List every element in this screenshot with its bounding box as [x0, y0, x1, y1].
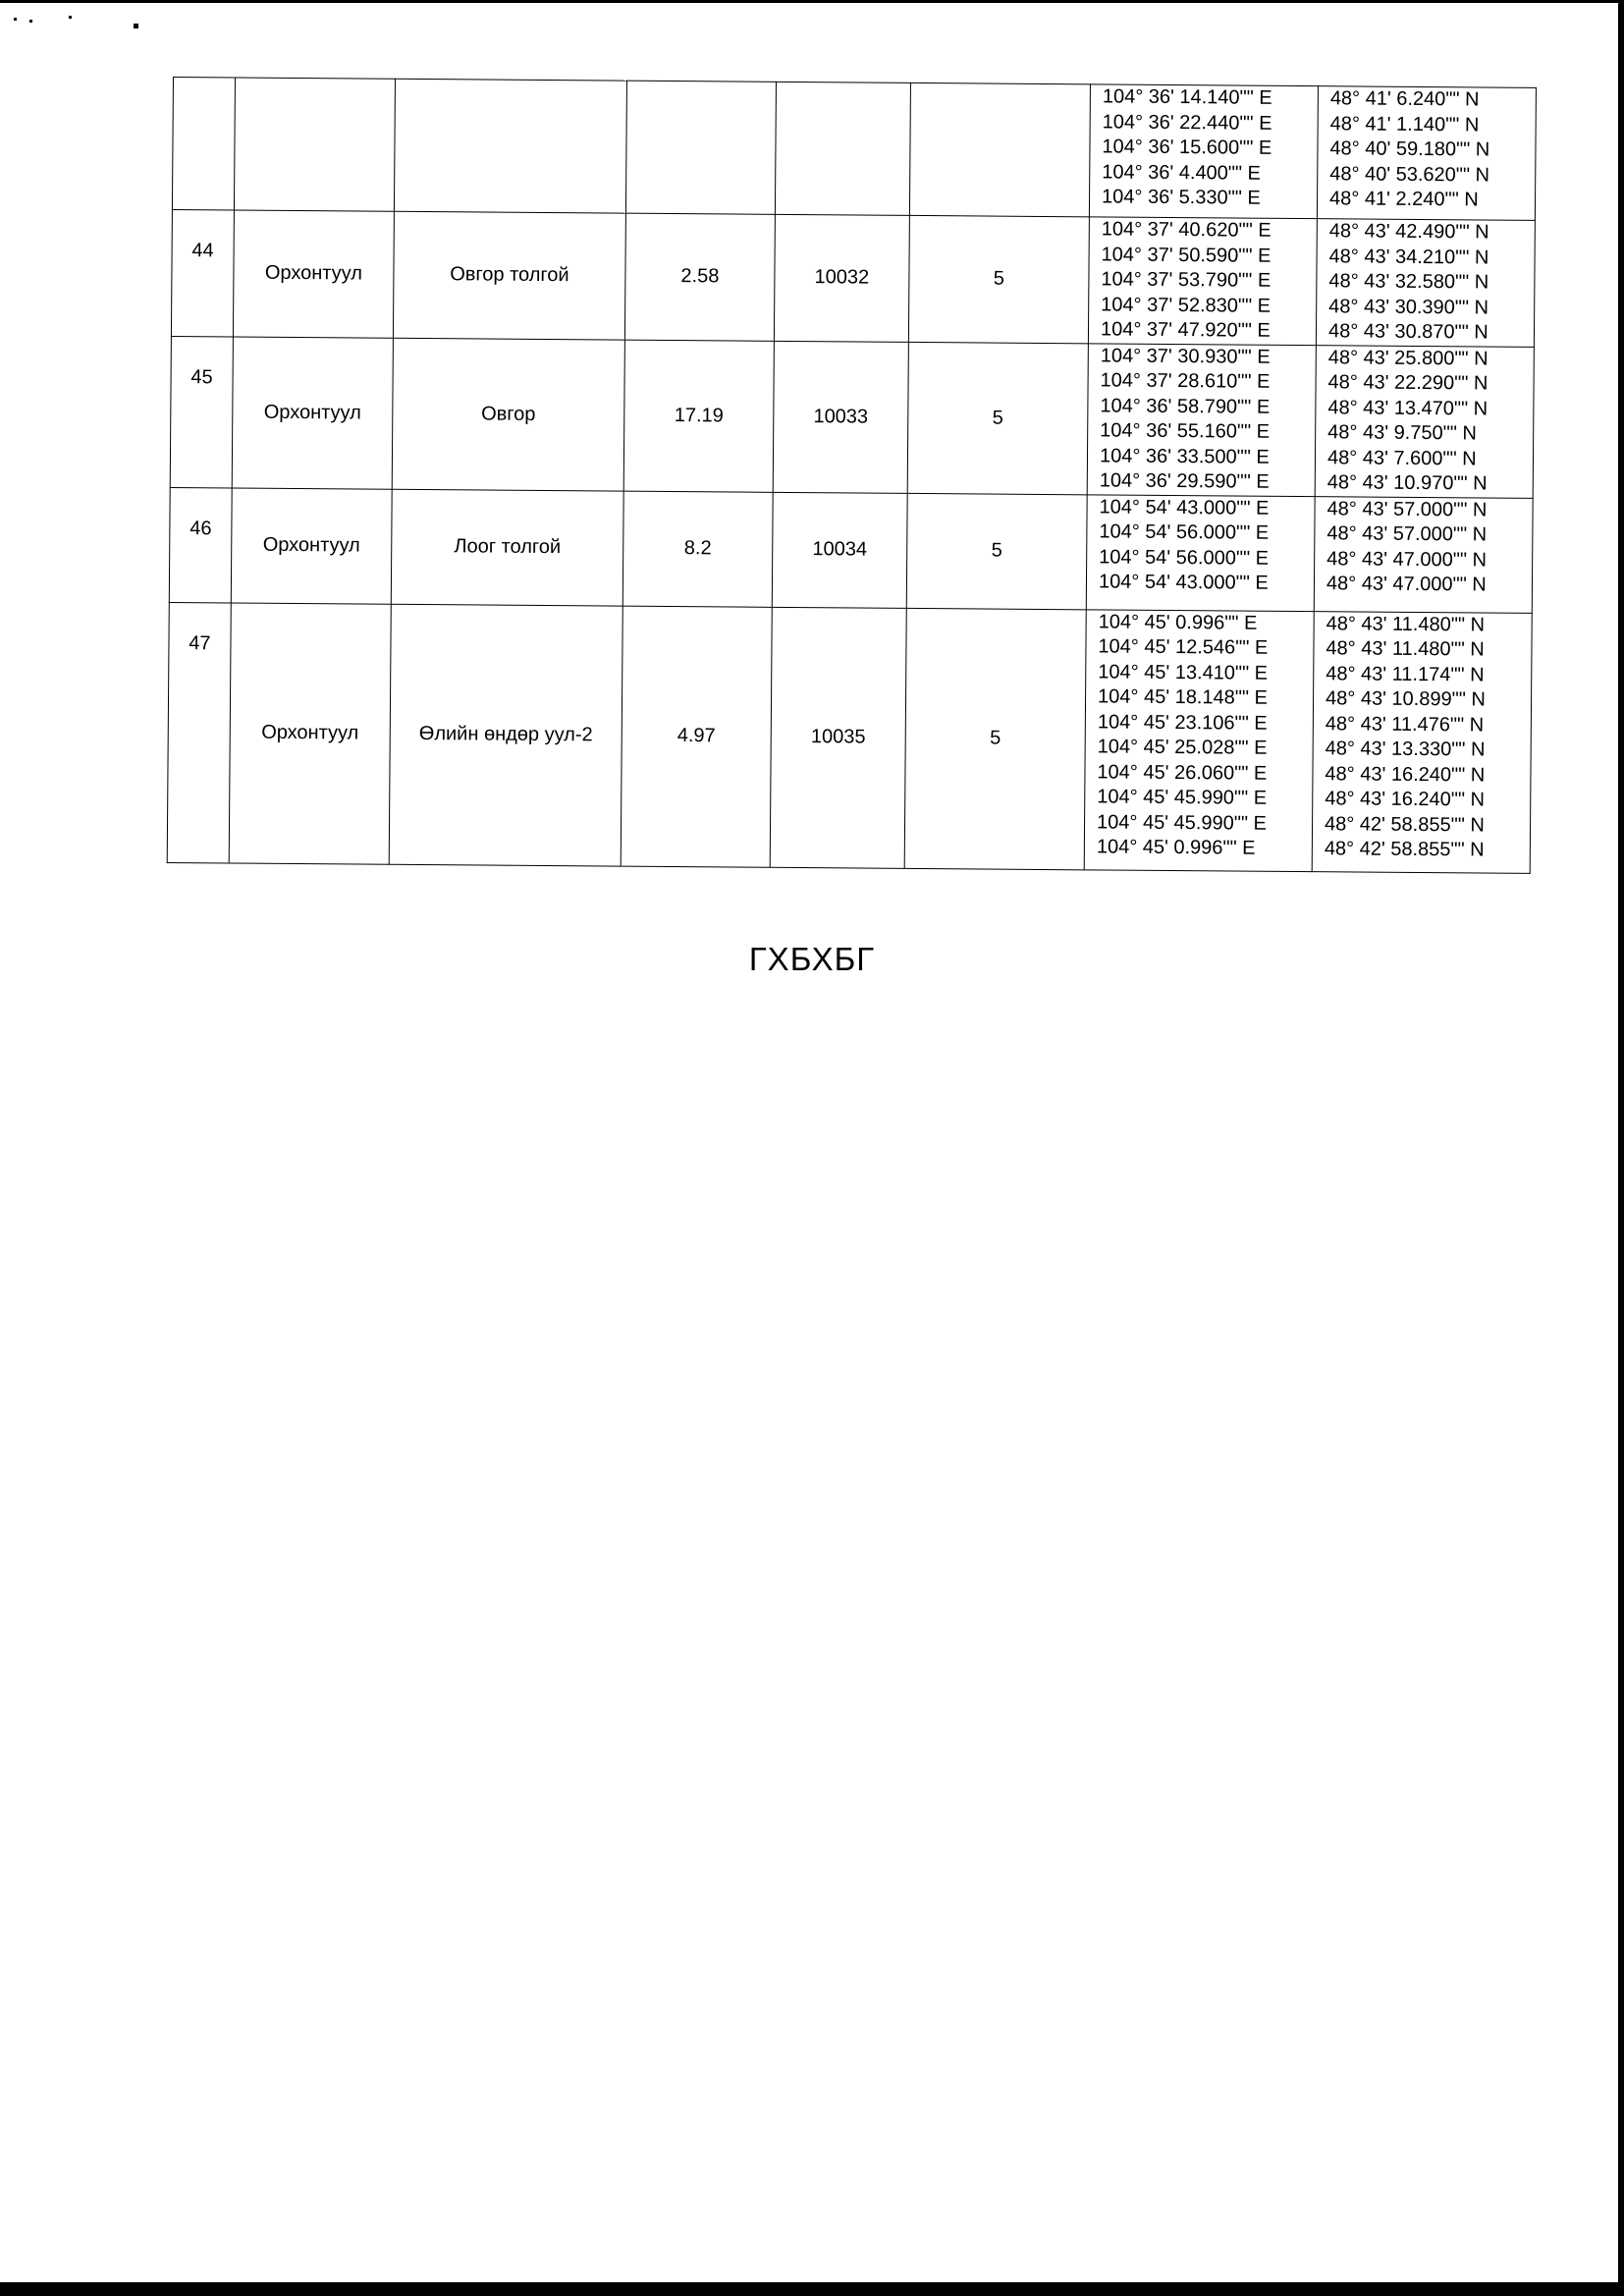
soum-cell: Орхонтуул	[231, 487, 392, 603]
longitude-value: 104° 37' 30.930"" E	[1100, 344, 1271, 368]
row-number-cell: 45	[170, 336, 233, 487]
longitude-value: 104° 45' 18.148"" E	[1097, 685, 1268, 709]
row-number-cell: 44	[171, 209, 234, 336]
longitude-value: 104° 45' 23.106"" E	[1097, 710, 1268, 735]
longitude-value: 104° 36' 15.600"" E	[1102, 136, 1272, 159]
longitude-value: 104° 45' 0.996"" E	[1098, 610, 1258, 634]
row-number-cell	[172, 78, 235, 210]
longitude-value: 104° 37' 53.790"" E	[1101, 268, 1272, 292]
latitude-cell	[1312, 611, 1532, 873]
latitude-value: 48° 43' 16.240"" N	[1325, 762, 1486, 787]
grade-cell: 5	[907, 342, 1088, 494]
grade-cell: 5	[908, 215, 1089, 343]
longitude-value: 104° 37' 50.590"" E	[1101, 243, 1272, 267]
speck	[14, 18, 17, 21]
latitude-value: 48° 43' 57.000"" N	[1326, 522, 1488, 546]
grade-cell: 5	[904, 608, 1086, 869]
longitude-cell	[1089, 84, 1318, 219]
area-name-cell	[394, 79, 626, 213]
longitude-cell	[1086, 494, 1315, 611]
latitude-cell	[1316, 219, 1535, 347]
area-size-cell: 17.19	[623, 340, 774, 492]
speck	[134, 24, 138, 28]
latitude-value: 48° 43' 47.000"" N	[1326, 573, 1487, 596]
latitude-value: 48° 43' 22.290"" N	[1327, 371, 1489, 395]
license-code-cell: 10033	[773, 341, 908, 493]
longitude-value: 104° 36' 55.160"" E	[1100, 419, 1271, 443]
latitude-value: 48° 41' 1.140"" N	[1329, 112, 1480, 136]
row-number-cell: 46	[169, 487, 232, 602]
longitude-value: 104° 37' 40.620"" E	[1101, 218, 1272, 242]
grade-cell	[909, 82, 1090, 216]
area-size-cell	[625, 81, 776, 214]
latitude-value: 48° 43' 25.800"" N	[1327, 346, 1489, 370]
latitude-value: 48° 43' 11.480"" N	[1326, 637, 1485, 661]
latitude-cell	[1314, 496, 1533, 613]
latitude-value: 48° 42' 58.855"" N	[1324, 838, 1485, 861]
latitude-value: 48° 43' 13.470"" N	[1327, 396, 1489, 420]
area-name-cell: Лоог толгой	[391, 489, 623, 606]
longitude-value: 104° 36' 4.400"" E	[1102, 160, 1262, 185]
area-name-cell: Овгор	[392, 338, 624, 491]
longitude-value: 104° 54' 43.000"" E	[1098, 571, 1269, 594]
latitude-value: 48° 43' 32.580"" N	[1328, 270, 1489, 294]
latitude-value: 48° 43' 30.870"" N	[1327, 320, 1489, 344]
latitude-value: 48° 40' 53.620"" N	[1329, 162, 1490, 187]
license-code-cell: 10034	[772, 492, 907, 608]
soum-cell	[234, 78, 395, 211]
latitude-value: 48° 43' 30.390"" N	[1328, 295, 1489, 319]
table-row	[169, 487, 1533, 613]
latitude-value: 48° 43' 47.000"" N	[1326, 547, 1488, 572]
latitude-value: 48° 40' 59.180"" N	[1329, 137, 1490, 161]
longitude-value: 104° 36' 33.500"" E	[1099, 444, 1270, 468]
soum-cell: Орхонтуул	[229, 602, 391, 863]
row-number-cell: 47	[167, 602, 231, 862]
soum-cell: Орхонтуул	[232, 336, 393, 488]
longitude-value: 104° 54' 56.000"" E	[1099, 520, 1270, 544]
area-name-cell: Овгор толгой	[393, 211, 625, 339]
longitude-value: 104° 36' 5.330"" E	[1101, 186, 1261, 209]
latitude-value: 48° 43' 7.600"" N	[1326, 446, 1477, 469]
latitude-value: 48° 43' 11.476"" N	[1325, 712, 1485, 737]
longitude-value: 104° 36' 58.790"" E	[1100, 394, 1271, 418]
longitude-value: 104° 37' 47.920"" E	[1100, 318, 1271, 342]
latitude-value: 48° 43' 42.490"" N	[1328, 220, 1489, 244]
longitude-value: 104° 45' 13.410"" E	[1098, 660, 1269, 684]
soum-cell: Орхонтуул	[233, 210, 394, 338]
table-row	[170, 336, 1534, 498]
scan-bottom-edge	[0, 2282, 1624, 2296]
latitude-cell	[1315, 345, 1534, 498]
area-name-cell: Өлийн өндөр уул-2	[389, 604, 623, 866]
license-code-cell: 10032	[774, 214, 909, 342]
longitude-value: 104° 36' 14.140"" E	[1102, 85, 1272, 109]
area-size-cell: 8.2	[623, 491, 773, 607]
speck	[69, 16, 72, 19]
table-body	[167, 78, 1536, 873]
latitude-value: 48° 41' 6.240"" N	[1329, 87, 1480, 111]
longitude-cell	[1084, 609, 1314, 871]
footer-abbreviation: ГХБХБГ	[748, 941, 876, 977]
latitude-value: 48° 43' 13.330"" N	[1325, 738, 1486, 761]
scan-right-edge	[1618, 0, 1624, 2296]
longitude-value: 104° 36' 22.440"" E	[1102, 110, 1272, 135]
latitude-value: 48° 43' 10.970"" N	[1326, 471, 1488, 495]
latitude-value: 48° 43' 34.210"" N	[1328, 245, 1489, 269]
latitude-cell	[1317, 86, 1536, 221]
latitude-value: 48° 41' 2.240"" N	[1328, 188, 1479, 211]
table-row	[167, 602, 1532, 873]
speck	[29, 20, 32, 23]
license-code-cell	[775, 82, 910, 215]
longitude-value: 104° 36' 29.590"" E	[1099, 469, 1270, 493]
longitude-value: 104° 45' 45.990"" E	[1096, 810, 1267, 835]
license-area-table	[167, 77, 1537, 873]
longitude-value: 104° 54' 43.000"" E	[1099, 495, 1270, 519]
longitude-value: 104° 37' 28.610"" E	[1100, 369, 1271, 393]
latitude-value: 48° 42' 58.855"" N	[1324, 812, 1485, 837]
scan-top-edge	[0, 0, 1624, 3]
longitude-value: 104° 45' 12.546"" E	[1098, 635, 1269, 659]
latitude-value: 48° 43' 16.240"" N	[1325, 788, 1486, 811]
license-code-cell: 10035	[770, 607, 906, 868]
table-row	[171, 209, 1535, 346]
longitude-value: 104° 45' 0.996"" E	[1096, 836, 1256, 859]
latitude-value: 48° 43' 9.750"" N	[1327, 421, 1477, 445]
longitude-cell	[1087, 343, 1316, 496]
longitude-value: 104° 45' 45.990"" E	[1097, 786, 1268, 809]
longitude-cell	[1088, 217, 1317, 345]
grade-cell: 5	[906, 493, 1087, 609]
latitude-value: 48° 43' 10.899"" N	[1325, 687, 1486, 711]
longitude-value: 104° 45' 26.060"" E	[1097, 760, 1268, 785]
latitude-value: 48° 43' 11.480"" N	[1326, 612, 1486, 636]
latitude-value: 48° 43' 11.174"" N	[1326, 662, 1485, 686]
area-size-cell: 4.97	[621, 606, 772, 867]
longitude-value: 104° 37' 52.830"" E	[1101, 293, 1272, 317]
longitude-value: 104° 54' 56.000"" E	[1099, 545, 1270, 570]
area-size-cell: 2.58	[624, 213, 775, 341]
longitude-value: 104° 45' 25.028"" E	[1097, 736, 1268, 759]
table-row	[172, 78, 1536, 221]
latitude-value: 48° 43' 57.000"" N	[1326, 497, 1488, 521]
